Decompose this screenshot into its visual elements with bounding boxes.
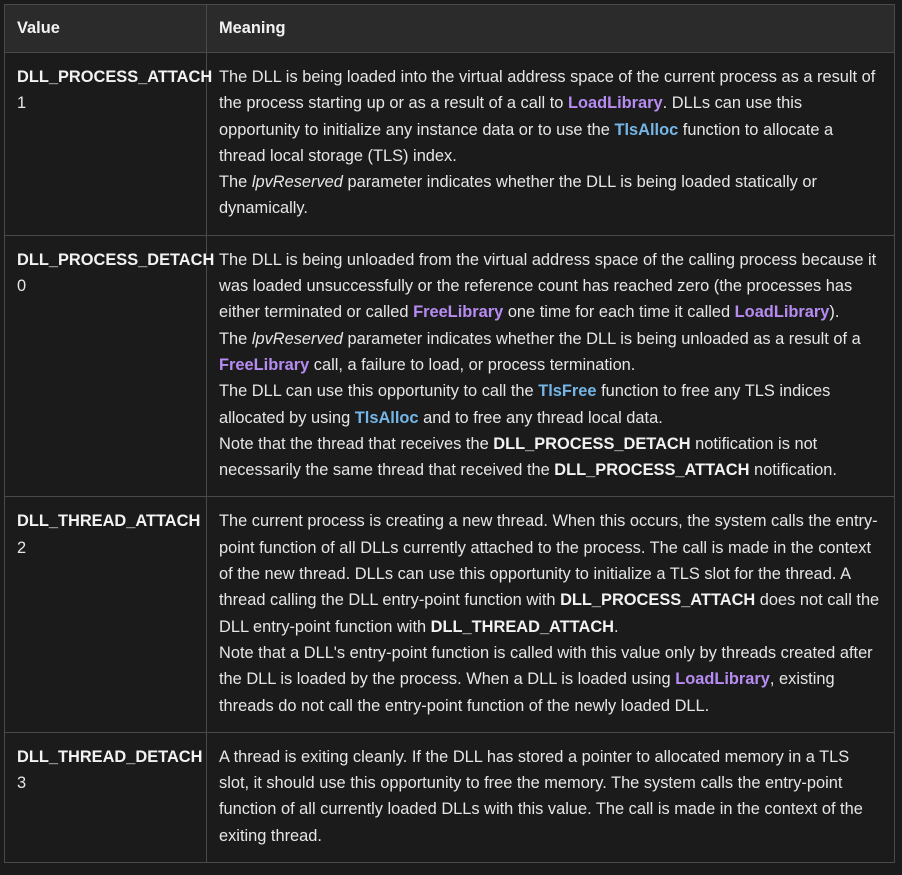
tlsfree-link[interactable]: TlsFree xyxy=(538,382,597,401)
value-cell xyxy=(5,732,207,862)
text: The DLL can use this opportunity to call the xyxy=(219,382,539,401)
loadlibrary-link[interactable]: LoadLibrary xyxy=(675,670,770,689)
value-column-header: Value xyxy=(5,5,207,53)
constant-reference: DLL_PROCESS_ATTACH xyxy=(554,461,750,480)
text: A thread is exiting cleanly. If the DLL has stored a pointer to allocated memory in a TLS slot, it should use this opportunity to free the memory. The system calls the entry-point function of all currently loaded DLLs with this value. The call is made in the context of the exiting thread. xyxy=(219,747,863,845)
freelibrary-link[interactable]: FreeLibrary xyxy=(219,355,310,374)
value-cell xyxy=(5,235,215,497)
text: The xyxy=(219,329,252,348)
meaning-cell xyxy=(207,497,895,732)
text: . DLLs can use this opportunity to initialize any instance data or to use the xyxy=(219,94,803,139)
constant-name: DLL_THREAD_ATTACH xyxy=(17,512,201,531)
tlsalloc-link[interactable]: TlsAlloc xyxy=(354,408,419,427)
text: notification. xyxy=(749,461,837,480)
text: , existing threads do not call the entry-point function of the newly loaded DLL. xyxy=(219,670,835,715)
text: call, a failure to load, or process termination. xyxy=(309,355,636,374)
constant-value: 2 xyxy=(17,538,27,557)
table-row xyxy=(5,53,895,236)
loadlibrary-link[interactable]: LoadLibrary xyxy=(734,303,830,322)
text: function to allocate a thread local storage (TLS) index. xyxy=(219,120,834,165)
loadlibrary-link[interactable]: LoadLibrary xyxy=(567,94,663,113)
constant-name: DLL_PROCESS_DETACH xyxy=(17,250,215,269)
constant-value: 1 xyxy=(17,94,27,113)
table-row xyxy=(5,732,895,862)
text: ). xyxy=(829,303,840,322)
constant-name: DLL_PROCESS_ATTACH xyxy=(17,68,213,86)
text: parameter indicates whether the DLL is being loaded statically or dynamically. xyxy=(219,173,817,218)
constant-reference: DLL_PROCESS_DETACH xyxy=(493,434,691,453)
constant-value: 3 xyxy=(17,774,27,793)
text: function to free any TLS indices allocated by using xyxy=(219,382,831,427)
table-row xyxy=(5,497,895,732)
text: . xyxy=(614,617,619,636)
text: The DLL is being loaded into the virtual address space of the current process as a result of the process starting up or as a result of a call to xyxy=(219,68,876,113)
text: The xyxy=(219,173,252,192)
text: Note that the thread that receives the xyxy=(219,434,494,453)
constant-reference: DLL_THREAD_ATTACH xyxy=(430,617,614,636)
table-header-row xyxy=(5,5,895,53)
dll-reason-table xyxy=(4,4,895,863)
text: The DLL is being unloaded from the virtual address space of the calling process because it was loaded unsuccessfully or the reference count has reached zero (the processes has either terminated or called xyxy=(219,250,877,322)
text: one time for each time it called xyxy=(503,303,735,322)
text: Note that a DLL's entry-point function is called with this value only by threads created after the DLL is loaded by the process. When a DLL is loaded using xyxy=(219,643,873,689)
meaning-cell xyxy=(207,732,895,862)
constant-value: 0 xyxy=(17,277,27,296)
text: notification is not necessarily the same thread that received the xyxy=(219,434,818,480)
meaning-cell xyxy=(207,53,895,236)
text: parameter indicates whether the DLL is being unloaded as a result of a xyxy=(342,329,861,348)
tlsalloc-link[interactable]: TlsAlloc xyxy=(614,120,679,139)
constant-name: DLL_THREAD_DETACH xyxy=(17,747,203,766)
freelibrary-link[interactable]: FreeLibrary xyxy=(413,303,504,322)
parameter-name: lpvReserved xyxy=(251,173,343,192)
table-row xyxy=(5,235,895,497)
parameter-name: lpvReserved xyxy=(251,329,343,348)
text: does not call the DLL entry-point function with xyxy=(219,591,880,636)
meaning-cell xyxy=(207,235,895,497)
value-cell xyxy=(5,53,213,236)
value-cell xyxy=(5,497,207,732)
constant-reference: DLL_PROCESS_ATTACH xyxy=(560,591,756,610)
text: The current process is creating a new thread. When this occurs, the system calls the entry-point function of all DLLs currently attached to the process. The call is made in the context of the new thread. DLLs can use this opportunity to initialize a TLS slot for the thread. A thread calling the DLL entry-point function with xyxy=(219,512,878,610)
text: and to free any thread local data. xyxy=(418,408,663,427)
meaning-column-header: Meaning xyxy=(207,5,895,53)
